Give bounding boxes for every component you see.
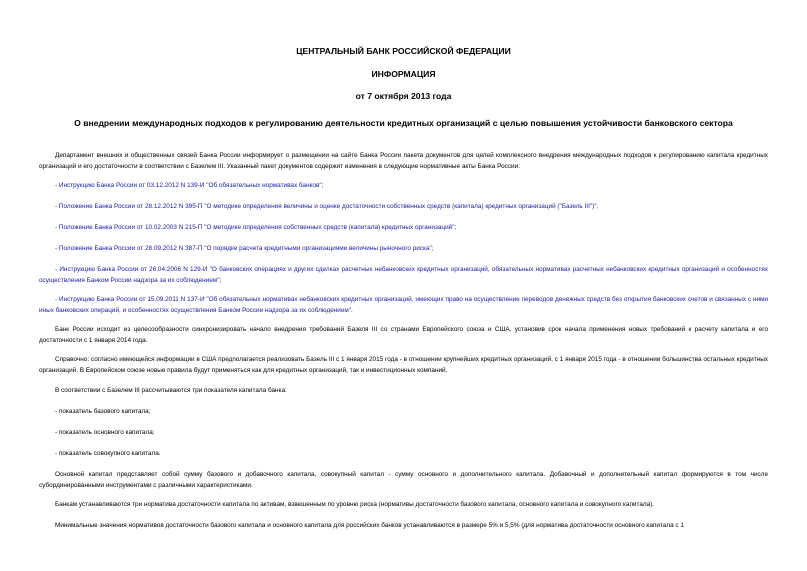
intro-paragraph: Департамент внешних и общественных связей Банка России информирует о размещении на сайте Банка России пакета документов для целей комплексного внедрения международных подходов к регулированию капитала кредитных организаций и его достаточности в соответствии с Базелем III. Указанный пакет документов содержит изменения в следующие нормативные акты Банка России: <box>39 152 768 170</box>
ratios-paragraph: Банкам устанавливаются три норматива достаточности капитала по активам, взвешенным по уровню риска (нормативы достаточности базового капитала, основного капитала и совокупного капитала). <box>55 501 655 508</box>
doc-subject: О внедрении международных подходов к регулированию деятельности кредитных организаций с целью повышения устойчивости банковского сектора <box>74 118 733 128</box>
indicator-item: - показатель базового капитала; <box>55 408 151 415</box>
doc-date: от 7 октября 2013 года <box>355 91 452 101</box>
sync-paragraph: Банк России исходит из целесообразности синхронизировать начало внедрения требований Базеля III со странами Европейского союза и США, установив срок начала применения новых требований к расчету капитала и его достаточности с 1 января 2014 года. <box>39 326 768 344</box>
link-instruction-137[interactable] <box>39 294 768 316</box>
indicator-item: - показатель основного капитала; <box>55 429 155 436</box>
doc-link[interactable]: - Инструкцию Банка России от 26.04.2006 N 129-И "О банковских операциях и других сделках расчетных небанковских кредитных организаций, обязательных нормативах расчетных небанковских кредитных организаций и особенностях осуществления Банком России надзора за их соблюдением"; <box>39 266 768 284</box>
doc-link[interactable]: - Инструкцию Банка России от 15.09.2011 N 137-И "Об обязательных нормативах небанковских кредитных организаций, имеющих право на осуществление переводов денежных средств без открытия банковских счетов и связанных с ними иных банковских операций, и особенностях осуществления Банком России надзора за их соблюдением". <box>39 296 768 314</box>
link-instruction-139[interactable] <box>39 180 768 191</box>
indicators-intro: В соответствии с Базелем III рассчитываются три показателя капитала банка: <box>55 387 287 394</box>
link-regulation-395[interactable] <box>39 201 768 212</box>
link-instruction-129[interactable] <box>39 264 768 286</box>
doc-type: ИНФОРМАЦИЯ <box>371 69 436 79</box>
note-paragraph: Справочно: согласно имеющейся информации в США предполагается реализовать Базель III с 1 января 2015 года - в отношении крупнейших кредитных организаций, с 1 января 2015 года - в отношении большинства остальных кредитных организаций. В Европейском союзе новые правила будут применяться как для кредитных организаций, так и инвестиционных компаний. <box>39 356 768 374</box>
bank-title: ЦЕНТРАЛЬНЫЙ БАНК РОССИЙСКОЙ ФЕДЕРАЦИИ <box>296 46 511 56</box>
indicator-item: - показатель совокупного капитала. <box>55 450 161 457</box>
doc-link[interactable]: - Положение Банка России от 28.09.2012 N 387-П "О порядке расчета кредитными организациями величины рыночного риска"; <box>55 245 434 252</box>
core-capital-paragraph: Основной капитал представляет собой сумму базового и добавочного капитала, совокупный капитал - сумму основного и дополнительного капитала. Добавочный и дополнительный капитал формируются в том числе субординированными инструментами с различными характеристиками. <box>39 471 768 489</box>
link-regulation-215[interactable] <box>39 222 768 233</box>
doc-link[interactable]: - Положение Банка России от 28.12.2012 N 395-П "О методике определения величины и оценке достаточности собственных средств (капитала) кредитных организаций ("Базель III")"; <box>55 203 599 210</box>
link-regulation-387[interactable] <box>39 243 768 254</box>
minimum-values-paragraph: Минимальные значения нормативов достаточности базового капитала и основного капитала для российских банков устанавливаются в размере 5% и 5,5% (для норматива достаточности основного капитала с 1 <box>55 522 684 529</box>
doc-link[interactable]: - Положение Банка России от 10.02.2003 N 215-П "О методике определения собственных средств (капитала) кредитных организаций"; <box>55 224 457 231</box>
doc-link[interactable]: - Инструкцию Банка России от 03.12.2012 N 139-И "Об обязательных нормативах банков"; <box>55 182 324 189</box>
